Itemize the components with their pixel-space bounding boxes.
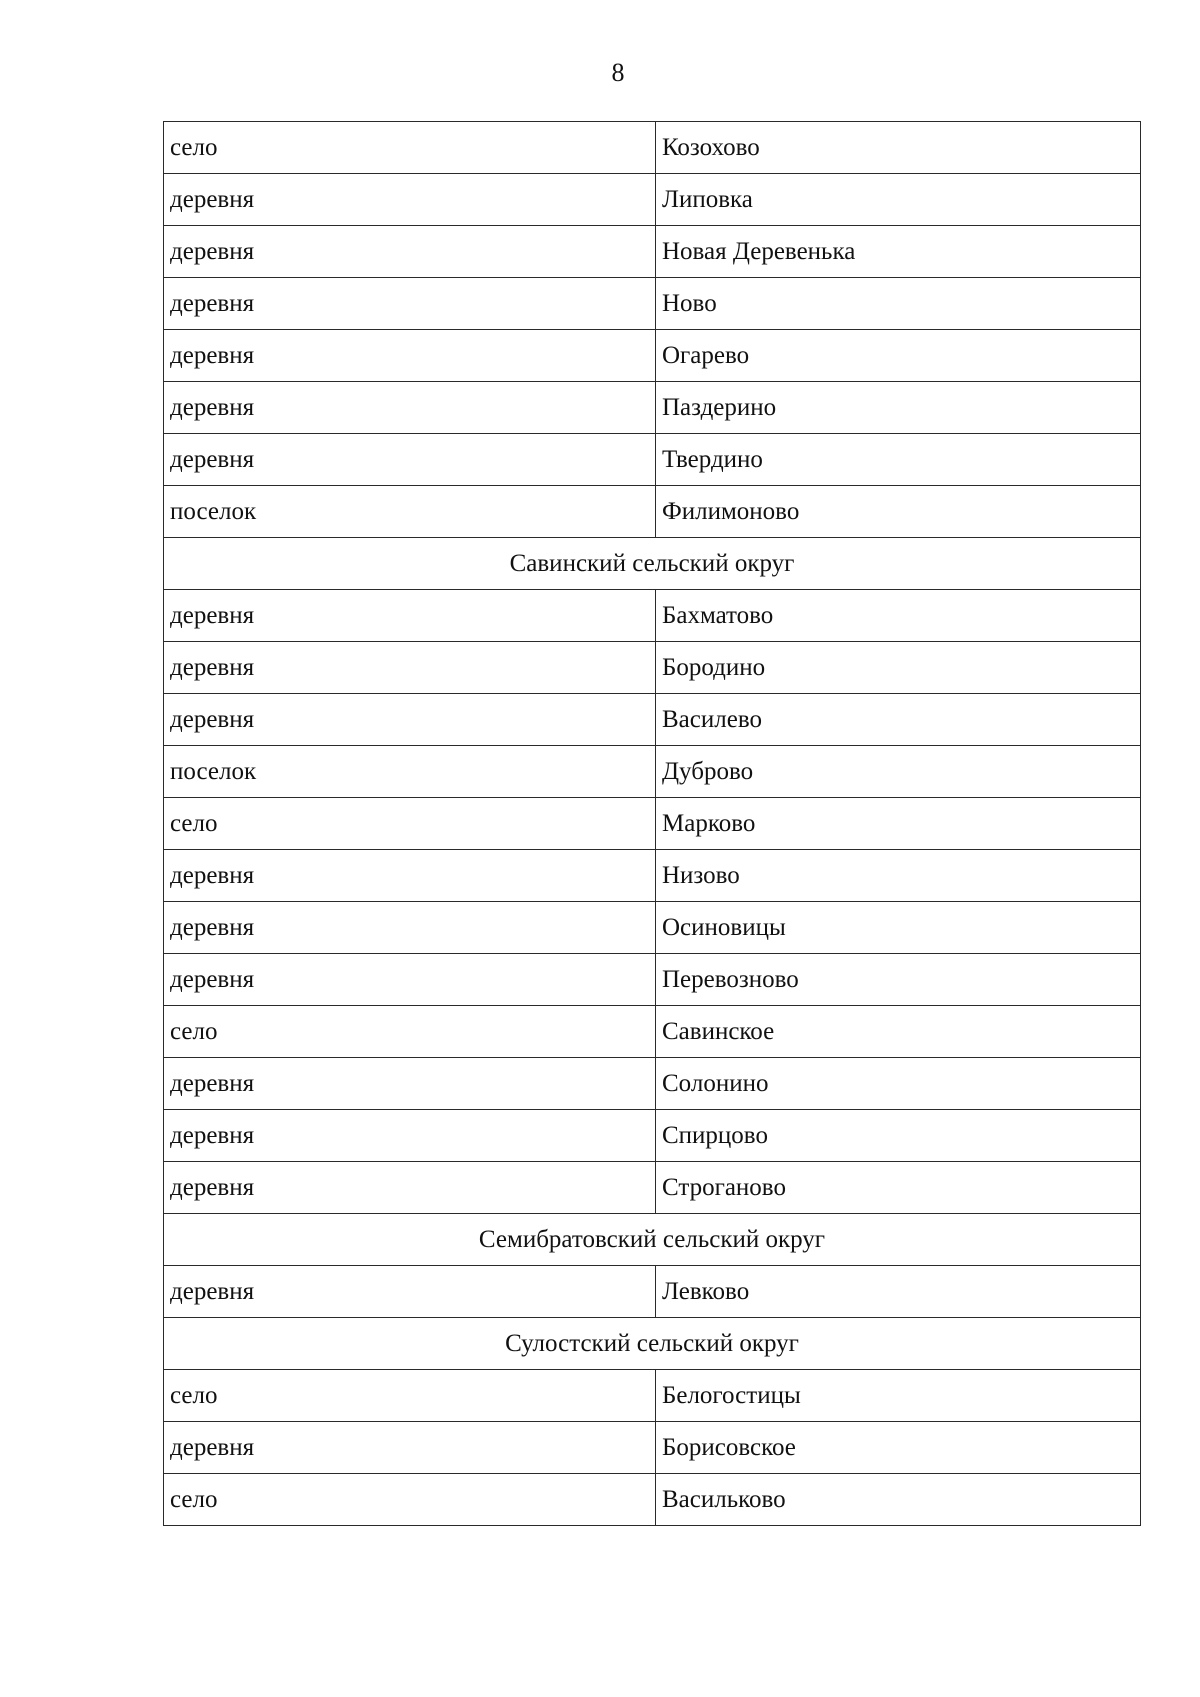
table-row: [164, 174, 1141, 226]
settlement-name-cell: Бородино: [656, 642, 1141, 694]
district-title: Семибратовский сельский округ: [164, 1214, 1141, 1266]
table-row: [164, 330, 1141, 382]
table-row: [164, 798, 1141, 850]
settlement-type-cell: поселок: [164, 746, 656, 798]
settlement-type-cell: деревня: [164, 902, 656, 954]
table-row: [164, 226, 1141, 278]
table-row: [164, 1058, 1141, 1110]
table-row: [164, 746, 1141, 798]
page-number: 8: [611, 58, 625, 87]
table-row: [164, 1162, 1141, 1214]
settlement-name-cell: Василево: [656, 694, 1141, 746]
settlement-type-cell: село: [164, 1474, 656, 1526]
table-row: [164, 434, 1141, 486]
settlement-name-cell: Спирцово: [656, 1110, 1141, 1162]
table-row: [164, 1422, 1141, 1474]
settlement-type-cell: деревня: [164, 1266, 656, 1318]
district-title: Савинский сельский округ: [164, 538, 1141, 590]
settlement-name-cell: Дуброво: [656, 746, 1141, 798]
settlement-type-cell: деревня: [164, 1162, 656, 1214]
settlement-name-cell: Огарево: [656, 330, 1141, 382]
table-row: [164, 486, 1141, 538]
district-title: Сулостский сельский округ: [164, 1318, 1141, 1370]
table-row: [164, 590, 1141, 642]
settlements-table: [163, 121, 1141, 1526]
settlement-name-cell: Осиновицы: [656, 902, 1141, 954]
settlement-type-cell: деревня: [164, 642, 656, 694]
district-header-row: [164, 1214, 1141, 1266]
settlement-name-cell: Левково: [656, 1266, 1141, 1318]
table-row: [164, 954, 1141, 1006]
settlement-name-cell: Строганово: [656, 1162, 1141, 1214]
settlement-name-cell: Липовка: [656, 174, 1141, 226]
settlement-name-cell: Ново: [656, 278, 1141, 330]
settlement-name-cell: Новая Деревенька: [656, 226, 1141, 278]
district-header-row: [164, 538, 1141, 590]
settlement-type-cell: деревня: [164, 330, 656, 382]
district-header-row: [164, 1318, 1141, 1370]
settlement-type-cell: деревня: [164, 174, 656, 226]
settlement-name-cell: Филимоново: [656, 486, 1141, 538]
table-row: [164, 694, 1141, 746]
settlement-type-cell: деревня: [164, 590, 656, 642]
table-row: [164, 1370, 1141, 1422]
settlement-name-cell: Савинское: [656, 1006, 1141, 1058]
settlement-name-cell: Белогостицы: [656, 1370, 1141, 1422]
settlement-type-cell: поселок: [164, 486, 656, 538]
settlement-name-cell: Паздерино: [656, 382, 1141, 434]
settlement-name-cell: Перевозново: [656, 954, 1141, 1006]
settlement-type-cell: деревня: [164, 1058, 656, 1110]
table-row: [164, 122, 1141, 174]
settlement-name-cell: Марково: [656, 798, 1141, 850]
table-row: [164, 1110, 1141, 1162]
settlement-type-cell: деревня: [164, 1422, 656, 1474]
settlement-name-cell: Борисовское: [656, 1422, 1141, 1474]
table-row: [164, 382, 1141, 434]
table-row: [164, 902, 1141, 954]
settlement-type-cell: село: [164, 1370, 656, 1422]
settlement-name-cell: Козохово: [656, 122, 1141, 174]
settlement-name-cell: Васильково: [656, 1474, 1141, 1526]
table-row: [164, 1474, 1141, 1526]
settlement-type-cell: деревня: [164, 382, 656, 434]
settlement-type-cell: деревня: [164, 850, 656, 902]
table-row: [164, 642, 1141, 694]
table-row: [164, 1266, 1141, 1318]
settlement-type-cell: деревня: [164, 694, 656, 746]
settlement-type-cell: село: [164, 1006, 656, 1058]
settlement-type-cell: деревня: [164, 1110, 656, 1162]
settlement-type-cell: деревня: [164, 434, 656, 486]
table-row: [164, 850, 1141, 902]
settlement-name-cell: Твердино: [656, 434, 1141, 486]
settlement-name-cell: Солонино: [656, 1058, 1141, 1110]
settlement-name-cell: Низово: [656, 850, 1141, 902]
settlement-name-cell: Бахматово: [656, 590, 1141, 642]
settlement-type-cell: село: [164, 798, 656, 850]
settlement-type-cell: деревня: [164, 278, 656, 330]
settlements-table-body: [164, 122, 1141, 1526]
settlement-type-cell: село: [164, 122, 656, 174]
table-row: [164, 278, 1141, 330]
settlement-type-cell: деревня: [164, 954, 656, 1006]
table-row: [164, 1006, 1141, 1058]
settlement-type-cell: деревня: [164, 226, 656, 278]
